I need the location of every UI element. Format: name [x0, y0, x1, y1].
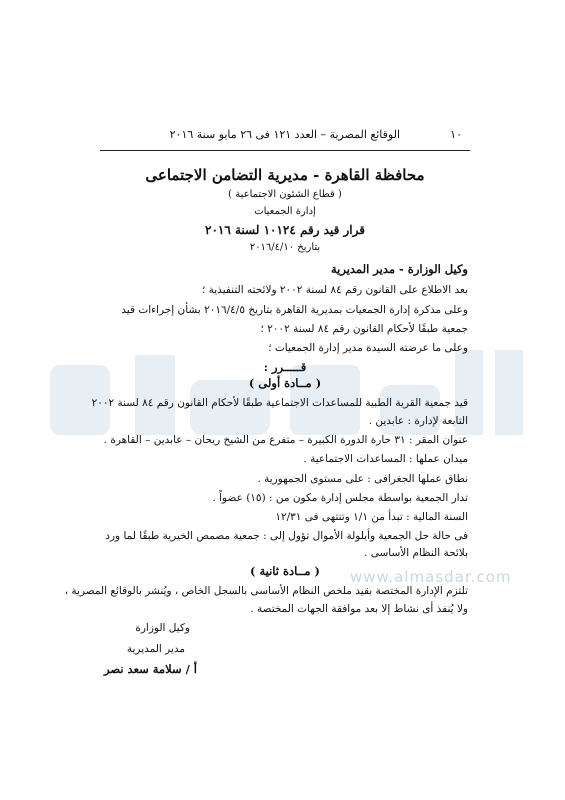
- issuer-line: وكيل الوزارة - مدير المديرية: [330, 262, 468, 276]
- department-name: إدارة الجمعيات: [254, 206, 316, 217]
- article-2-heading: ( مــادة ثانية ): [250, 564, 320, 578]
- signatory-name: أ / سلامة سعد نصر: [104, 662, 197, 676]
- decision-number: قرار قيد رقم ١٠١٢٤ لسنة ٢٠١٦: [205, 223, 365, 237]
- article-1-line: نطاق عملها الجغرافى : على مستوى الجمهورية .: [257, 473, 468, 485]
- decision-date: بتاريخ ٢٠١٦/٤/١٠: [249, 242, 321, 253]
- article-1-line: تدار الجمعية بواسطة مجلس إدارة مكون من : (١٥) عضواً .: [212, 492, 468, 504]
- governorate-title: محافظة القاهرة - مديرية التضامن الاجتماعى: [145, 166, 425, 184]
- decided-heading: قـــــرر :: [263, 360, 307, 374]
- preamble-line: وعلى ما عرضته السيدة مدير إدارة الجمعيات ؛: [268, 342, 468, 354]
- article-1-line: قيد جمعية القرية الطبية للمساعدات الاجتماعية طبقًا لأحكام القانون رقم ٨٤ لسنة ٢٠٠٢: [91, 397, 468, 409]
- watermark-url: www.almasdar.com: [350, 568, 512, 586]
- preamble-line: بعد الاطلاع على القانون رقم ٨٤ لسنة ٢٠٠٢ ولائحته التنفيذية ؛: [201, 284, 468, 296]
- preamble-line: جمعية طبقًا لأحكام القانون رقم ٨٤ لسنة ٢٠٠٢ ؛: [260, 323, 468, 335]
- article-1-line: التابعة لإدارة : عابدين .: [368, 415, 468, 427]
- sector-subtitle: ( قطاع الشئون الاجتماعية ): [228, 189, 342, 200]
- article-1-line: بلائحة النظام الأساسى .: [364, 547, 468, 559]
- preamble-line: وعلى مذكرة إدارة الجمعيات بمديرية القاهرة بتاريخ ٢٠١٦/٤/٥ بشأن إجراءات قيد: [121, 304, 468, 316]
- header-title: الوقائع المصرية – العدد ١٢١ فى ٢٦ مايو سنة ٢٠١٦: [169, 128, 400, 141]
- signature-role: مدير المديرية: [126, 643, 185, 655]
- article-1-heading: ( مــادة أولى ): [248, 376, 322, 390]
- page-number: ١٠: [450, 128, 462, 141]
- signature-role: وكيل الوزارة: [135, 622, 190, 634]
- article-2-line: تلتزم الإدارة المختصة بقيد ملخص النظام الأساسى بالسجل الخاص ، ويُنشر بالوقائع المصرية ،: [64, 585, 468, 597]
- header-rule: [100, 150, 470, 151]
- article-1-line: السنة المالية : تبدأ من ١/١ وتنتهى فى ١٢/٣١: [275, 511, 468, 523]
- article-2-line: ولا يُنفذ أى نشاط إلا بعد موافقة الجهات المختصة .: [250, 603, 468, 615]
- article-1-line: فى حالة حل الجمعية وأيلولة الأموال تؤول إلى : جمعية مصمص الخيرية طبقًا لما ورد: [105, 530, 468, 542]
- article-1-line: ميدان عملها : المساعدات الاجتماعية .: [303, 453, 468, 465]
- article-1-line: عنوان المقر : ٣١ حارة الدورة الكبيرة – متفرع من الشيخ ريحان – عابدين – القاهرة .: [103, 434, 468, 446]
